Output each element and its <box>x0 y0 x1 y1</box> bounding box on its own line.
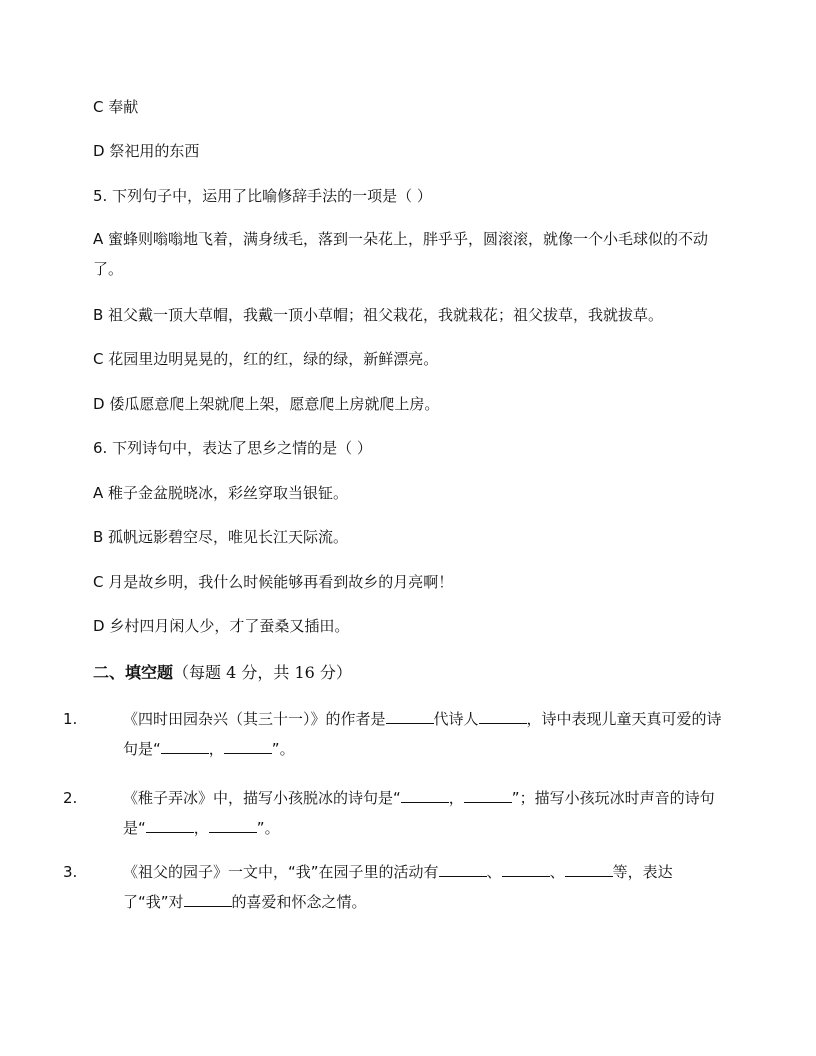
q4-option-c: C 奉献 <box>93 98 139 116</box>
answer-blank[interactable] <box>209 818 257 833</box>
answer-blank[interactable] <box>502 862 550 877</box>
q6-stem: 6. 下列诗句中，表达了思乡之情的是（ ） <box>93 439 372 457</box>
answer-blank[interactable] <box>565 862 613 877</box>
question-text: 《四时田园杂兴（其三十一）》的作者是 <box>123 710 386 728</box>
q6-option-a: A 稚子金盆脱晓冰，彩丝穿取当银钲。 <box>93 484 349 502</box>
question-number: 2. <box>63 789 78 807</box>
question-text: ， <box>193 819 209 837</box>
q5-option-b: B 祖父戴一顶大草帽，我戴一顶小草帽；祖父栽花，我就栽花；祖父拔草，我就拔草。 <box>93 306 664 324</box>
q5-stem: 5. 下列句子中，运用了比喻修辞手法的一项是（ ） <box>93 187 432 205</box>
question-text: 等，表达了“我”对 <box>123 863 673 911</box>
q6-option-d: D 乡村四月闲人少，才了蚕桑又插田。 <box>93 617 350 635</box>
question-text: 代诗人 <box>433 710 479 728</box>
q4-option-d: D 祭祀用的东西 <box>93 142 200 160</box>
answer-blank[interactable] <box>146 818 194 833</box>
fill-question-1 <box>63 704 733 764</box>
q5-option-c: C 花园里边明晃晃的，红的红，绿的绿，新鲜漂亮。 <box>93 350 439 368</box>
question-text: 、 <box>549 863 565 881</box>
answer-blank[interactable] <box>401 788 449 803</box>
answer-blank[interactable] <box>184 892 232 907</box>
question-text: 《祖父的园子》一文中，“我”在园子里的活动有 <box>123 863 439 881</box>
q5-option-a: A 蜜蜂则嗡嗡地飞着，满身绒毛，落到一朵花上，胖乎乎，圆滚滚，就像一个小毛球似的不动了。 <box>93 230 709 278</box>
fill-question-3 <box>63 857 733 917</box>
answer-blank[interactable] <box>161 739 209 754</box>
question-number: 1. <box>63 710 78 728</box>
question-text: ， <box>448 789 464 807</box>
answer-blank[interactable] <box>386 709 434 724</box>
question-text: ”。 <box>256 819 280 837</box>
q5-option-d: D 倭瓜愿意爬上架就爬上架，愿意爬上房就爬上房。 <box>93 395 440 413</box>
answer-blank[interactable] <box>224 739 272 754</box>
question-text: ， <box>208 740 224 758</box>
answer-blank[interactable] <box>479 709 527 724</box>
q6-option-c: C 月是故乡明，我什么时候能够再看到故乡的月亮啊！ <box>93 573 454 591</box>
section-note: （每题 4 分，共 16 分） <box>173 663 352 682</box>
answer-blank[interactable] <box>439 862 487 877</box>
answer-blank[interactable] <box>464 788 512 803</box>
question-text: 《稚子弄冰》中，描写小孩脱冰的诗句是“ <box>123 789 401 807</box>
section-heading <box>93 660 352 683</box>
question-text: ”；描写小孩玩冰时声音的诗句是“ <box>123 789 715 837</box>
fill-question-2 <box>63 783 733 843</box>
q6-option-b: B 孤帆远影碧空尽，唯见长江天际流。 <box>93 528 349 546</box>
question-text: ”。 <box>271 740 295 758</box>
question-number: 3. <box>63 863 78 881</box>
question-text: ，诗中表现儿童天真可爱的诗句是“ <box>123 710 722 758</box>
question-text: 的喜爱和怀念之情。 <box>231 893 367 911</box>
section-title: 二、填空题 <box>93 663 174 682</box>
question-text: 、 <box>486 863 502 881</box>
